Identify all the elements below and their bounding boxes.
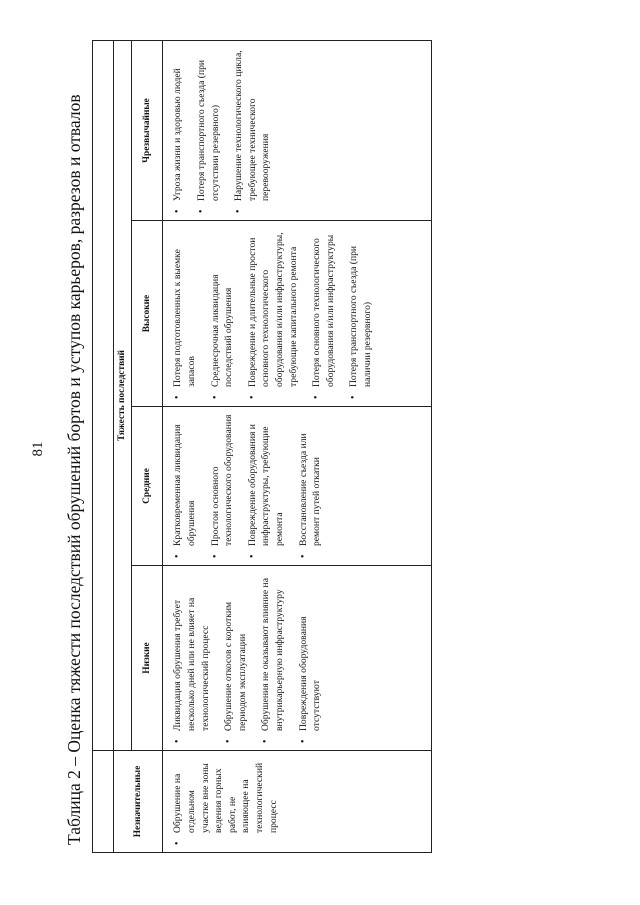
list-item: • Среднесрочная ликвидация последствий обрушения [209,227,236,400]
list-item: • Повреждение оборудования и инфраструктуры, требующие ремонта [246,413,287,559]
cell-low [163,566,432,751]
page-number: 81 [30,441,46,457]
column-header-3: Высокие [132,221,163,407]
list-item: • Нарушение технологического цикла, требующее технического перевооружения [232,47,273,214]
cell-negligible [163,751,432,853]
severity-group-header: Тяжесть последствий [114,41,132,751]
cell-high [163,221,432,407]
list-item: • Ликвидация обрушения требует несколько дней или не влияет на технологический процесс [171,572,212,744]
list-item: • Простои основного технологического оборудования [209,413,236,559]
column-header-2: Средние [132,407,163,566]
list-item: • Повреждения оборудования отсутствуют [297,572,324,744]
header-empty-top [93,41,114,751]
list-item: • Потеря транспортного съезда (при отсутствии резервного) [195,47,222,214]
column-header-1: Низкие [132,566,163,751]
table-title: Таблица 2 – Оценка тяжести последствий обрушений бортов и уступов карьеров, разрезов и отвалов [64,94,84,845]
list-item: • Угроза жизни и здоровью людей [171,47,185,214]
cell-medium [163,407,432,566]
cell-extreme [163,41,432,221]
list-item: • Потеря транспортного съезда (при наличии резервного) [347,227,374,400]
column-header-4: Чрезвычайные [132,41,163,221]
column-header-0: Незначительные [114,751,163,853]
header-empty-left [93,751,114,853]
severity-table [92,40,432,853]
list-item: • Потеря подготовленных к выемке запасов [171,227,198,400]
list-item: • Обрушение откосов с коротким периодом эксплуатации [222,572,249,744]
list-item: • Потеря основного технологического оборудования и/или инфраструктуры [310,227,337,400]
list-item: • Повреждение и длительные простои основного технологического оборудования и/или инфраструктуры, требующие капитального ремонта [246,227,300,400]
list-item: • Обрушение на отдельном участке вне зоны ведения горных работ, не влияющее на технологический процесс [171,757,280,846]
list-item: • Восстановление съезда или ремонт путей откатки [297,413,324,559]
list-item: • Обрушения не оказывают влияние на внутрикарьерную инфраструктуру [259,572,286,744]
list-item: • Кратковременная ликвидация обрушения [171,413,198,559]
